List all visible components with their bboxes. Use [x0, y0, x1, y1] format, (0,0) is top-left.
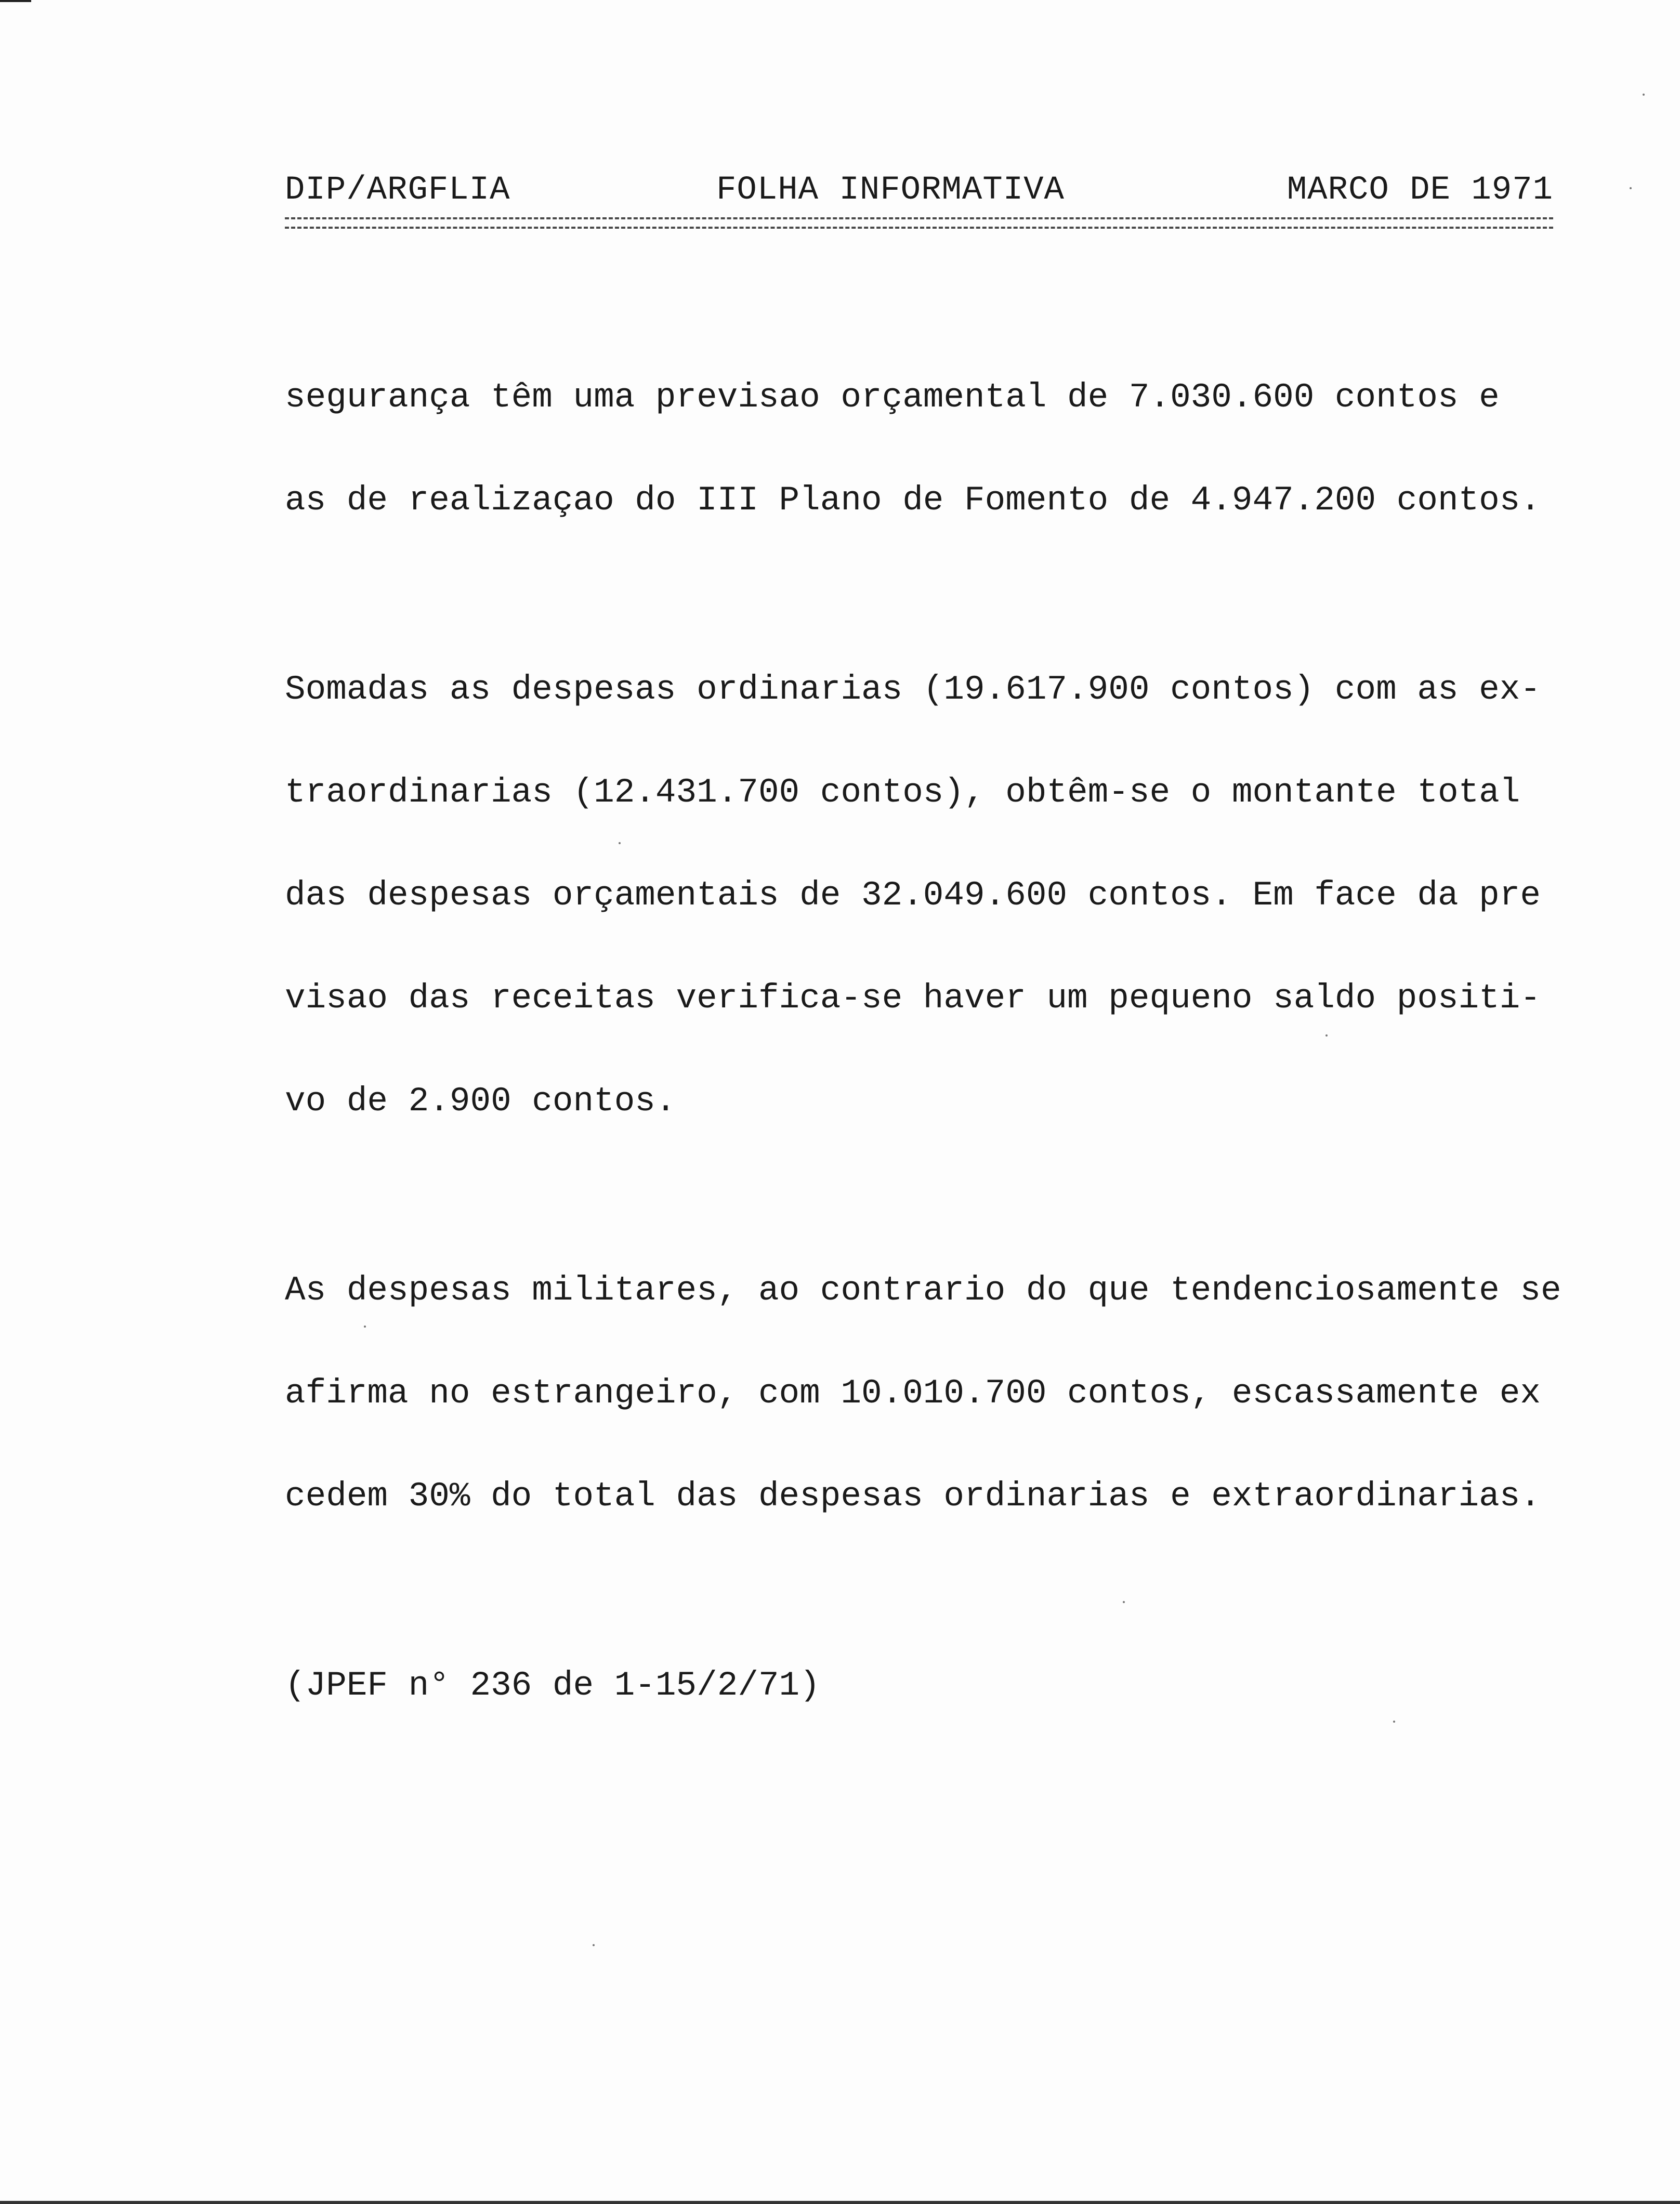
scan-speck [1393, 1721, 1395, 1723]
scan-speck [593, 1944, 595, 1946]
scan-edge-bottom [0, 2201, 1680, 2204]
text-line: as de realizaçao do III Plano de Fomento de 4.947.200 contos. [285, 481, 1541, 520]
scan-speck [1630, 187, 1632, 189]
scan-speck [1325, 1034, 1328, 1037]
paragraph-total-expenses [285, 604, 1584, 1187]
document-body [285, 312, 1584, 1789]
header-department: DIP/ARGFLIA [285, 172, 510, 209]
text-line: traordinarias (12.431.700 contos), obtêm-se o montante total [285, 773, 1520, 812]
text-line: Somadas as despesas ordinarias (19.617.900 contos) com as ex- [285, 670, 1541, 709]
text-line: afirma no estrangeiro, com 10.010.700 contos, escassamente ex [285, 1374, 1541, 1413]
scan-speck [364, 1326, 366, 1328]
header-title: FOLHA INFORMATIVA [716, 172, 1065, 209]
header-date: MARCO DE 1971 [1287, 172, 1553, 209]
scan-speck [619, 842, 621, 844]
scan-speck [1643, 94, 1645, 96]
scan-edge-top [0, 0, 31, 2]
text-line: segurança têm uma previsao orçamental de 7.030.600 contos e [285, 378, 1500, 417]
paragraph-source-reference [285, 1600, 1584, 1772]
paragraph-military-expenses [285, 1205, 1584, 1582]
text-line: visao das receitas verifica-se haver um pequeno saldo positi- [285, 979, 1541, 1018]
text-line: cedem 30% do total das despesas ordinarias e extraordinarias. [285, 1477, 1541, 1516]
header-double-rule [285, 217, 1553, 229]
paragraph-security-budget [285, 312, 1584, 586]
text-line: As despesas militares, ao contrario do que tendenciosamente se [285, 1271, 1561, 1310]
scan-speck [1123, 1601, 1125, 1603]
document-header [285, 172, 1553, 218]
text-line: vo de 2.900 contos. [285, 1082, 676, 1121]
text-line: das despesas orçamentais de 32.049.600 contos. Em face da pre [285, 876, 1541, 915]
source-citation: (JPEF n° 236 de 1-15/2/71) [285, 1666, 820, 1705]
